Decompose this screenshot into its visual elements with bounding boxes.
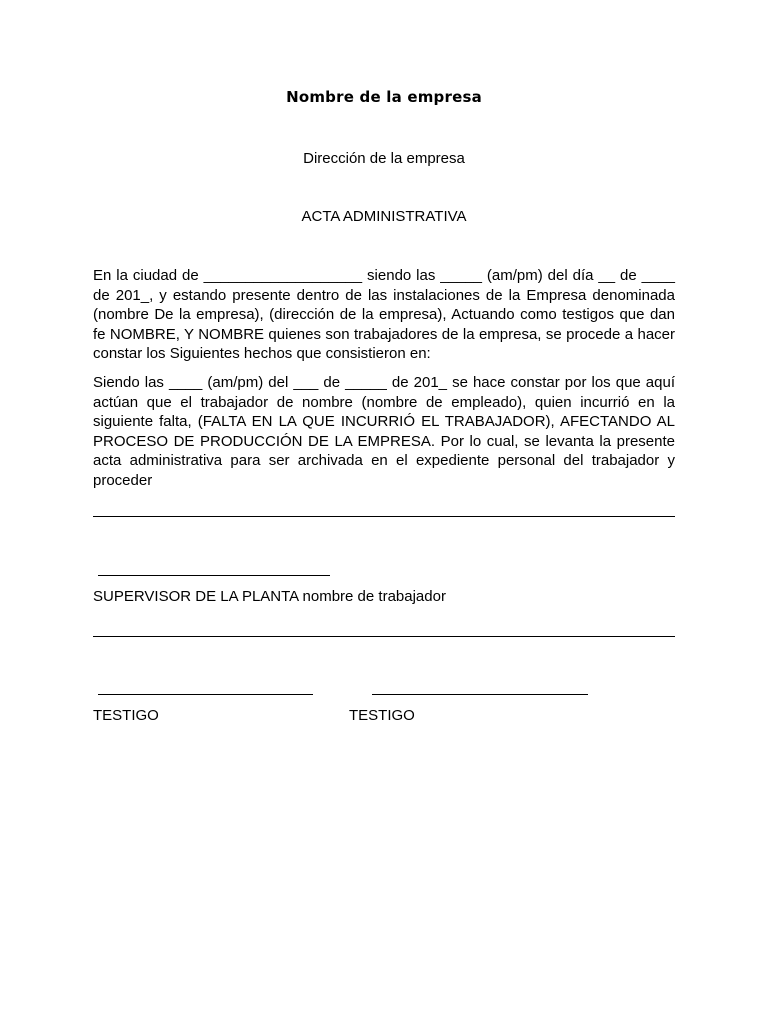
supervisor-signature-line bbox=[98, 575, 330, 576]
supervisor-signature-label: SUPERVISOR DE LA PLANTA nombre de trabajador bbox=[93, 588, 446, 605]
section-divider-line bbox=[93, 636, 675, 637]
company-name-heading: Nombre de la empresa bbox=[286, 88, 482, 106]
opening-paragraph: En la ciudad de ___________________ siendo las _____ (am/pm) del día __ de ____ de 201_, y estando presente dentro de las instalaciones de la Empresa denominada (nombre De la empresa), (dirección de la empresa), Actuando como testigos que dan fe NOMBRE, Y NOMBRE quienes son trabajadores de la empresa, se procede a hacer constar los Siguientes hechos que consistieron en: bbox=[93, 267, 675, 362]
facts-paragraph: Siendo las ____ (am/pm) del ___ de _____ de 201_ se hace constar por los que aquí actúan que el trabajador de nombre (nombre de empleado), quien incurrió en la siguiente falta, (FALTA EN LA QUE INCURRIÓ EL TRABAJADOR), AFECTANDO AL PROCESO DE PRODUCCIÓN DE LA EMPRESA. Por lo cual, se levanta la presente acta administrativa para ser archivada en el expediente personal del trabajador y proceder bbox=[93, 374, 675, 489]
company-address: Dirección de la empresa bbox=[303, 150, 465, 167]
witness-1-label: TESTIGO bbox=[93, 707, 159, 724]
document-type-title: ACTA ADMINISTRATIVA bbox=[301, 208, 467, 225]
witness-2-signature-line bbox=[372, 694, 588, 695]
witness-2-label: TESTIGO bbox=[349, 707, 415, 724]
facts-blank-line bbox=[93, 516, 675, 517]
witness-1-signature-line bbox=[98, 694, 313, 695]
